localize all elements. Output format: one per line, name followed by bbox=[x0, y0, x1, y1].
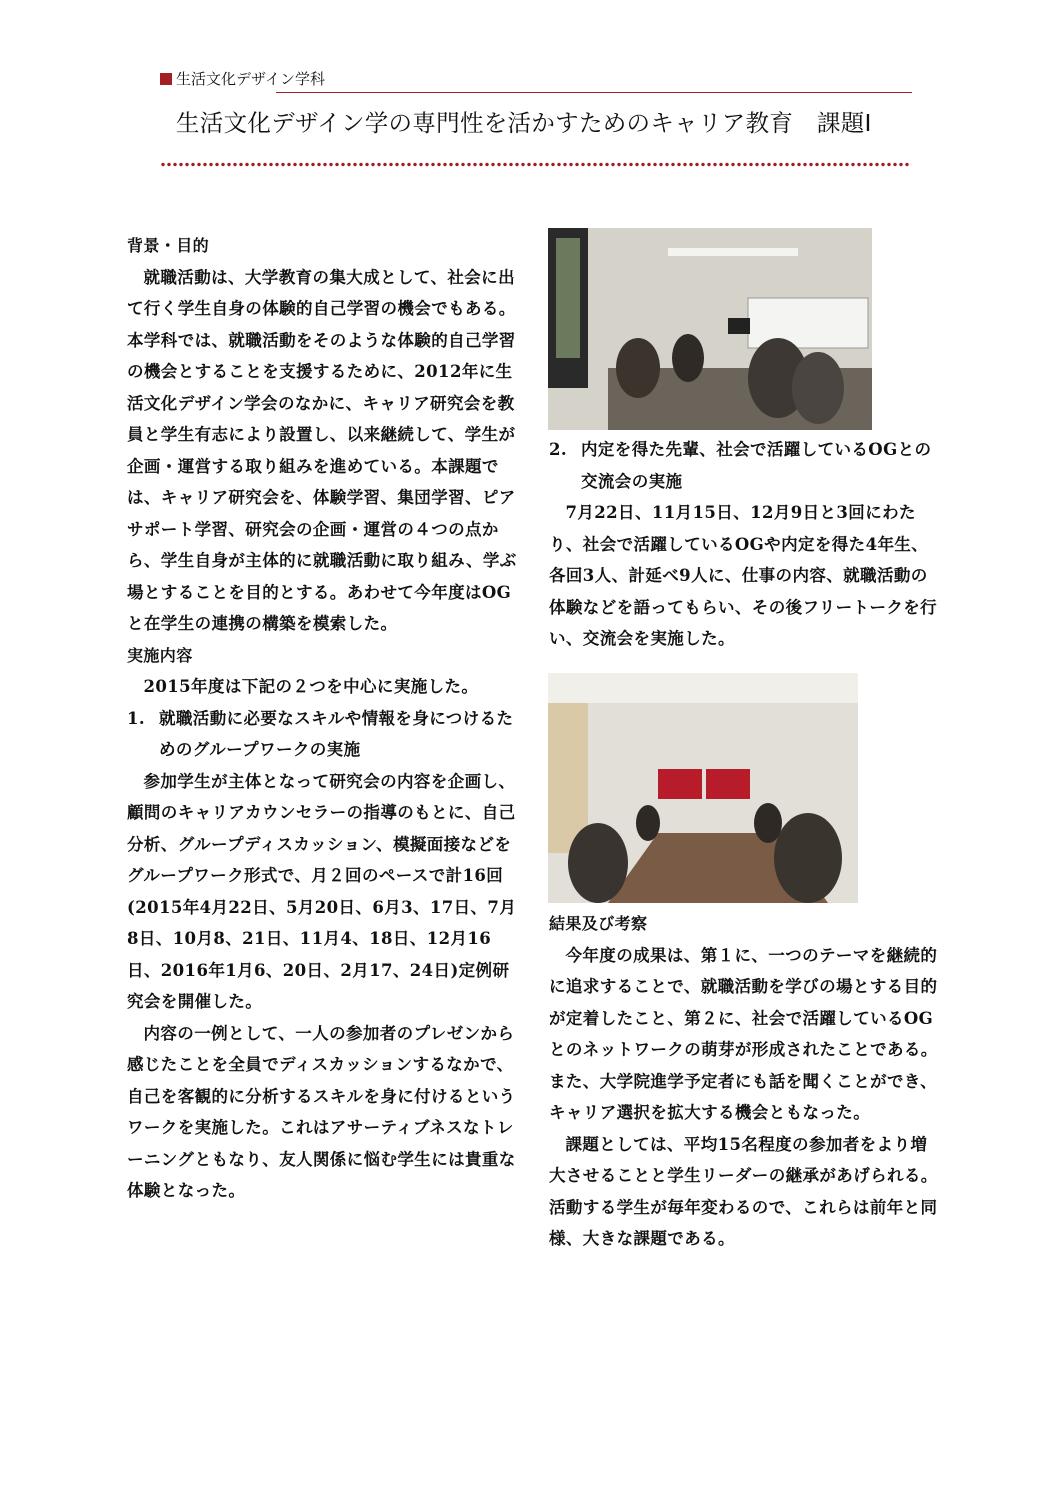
results-paragraph-1: 今年度の成果は、第１に、一つのテーマを継続的に追求することで、就職活動を学びの場とする目的が定着したこと、第２に、社会で活躍しているOGとのネットワークの萌芽が形成されたことである。また、大学院進学予定者にも話を聞くことができ、キャリア選択を拡大する機会ともなった。 bbox=[549, 945, 938, 1122]
heading-content: 実施内容 bbox=[127, 645, 193, 665]
red-square-icon bbox=[160, 73, 172, 85]
item-1-paragraph-2: 内容の一例として、一人の参加者のプレゼンから感じたことを全員でディスカッションするなかで、自己を客観的に分析するスキルを身に付けるというワークを実施した。これはアサーティブネスなトレーニングともなり、友人関係に悩む学生には貴重な体験となった。 bbox=[127, 1023, 516, 1200]
item-1-title: 就職活動に必要なスキルや情報を身につけるためのグループワークの実施 bbox=[159, 708, 514, 759]
item-2-paragraph: 7月22日、11月15日、12月9日と3回にわたり、社会で活躍しているOGや内定を得た4年生、各回3人、計延べ9人に、仕事の内容、就職活動の体験などを語ってもらい、その後フリートークを行い、交流会を実施した。 bbox=[549, 503, 938, 648]
item-2-title: 内定を得た先輩、社会で活躍しているOGとの交流会の実施 bbox=[581, 440, 932, 491]
background-paragraph: 就職活動は、大学教育の集大成として、社会に出て行く学生自身の体験的自己学習の機会でもある。本学科では、就職活動をそのような体験的自己学習の機会とすることを支援するために、2012年に生活文化デザイン学会のなかに、キャリア研究会を教員と学生有志により設置し、以来継続して、学生が企画・運営する取り組みを進めている。本課題では、キャリア研究会を、体験学習、集団学習、ピアサポート学習、研究会の企画・運営の４つの点から、学生自身が主体的に就職活動に取り組み、学ぶ場とすることを目的とする。あわせて今年度はOGと在学生の連携の構築を模索した。 bbox=[127, 267, 517, 633]
item-1-paragraph-1: 参加学生が主体となって研究会の内容を企画し、顧問のキャリアカウンセラーの指導のもとに、自己分析、グループディスカッション、模擬面接などをグループワーク形式で、月２回のペースで計16回(2015年4月22日、5月20日、6月3、17日、7月8日、10月8、21日、11月4、18日、12月16日、2016年1月6、20日、2月17、24日)定例研究会を開催した。 bbox=[127, 771, 517, 1011]
dotted-divider bbox=[160, 162, 910, 167]
content-intro: 2015年度は下記の２つを中心に実施した。 bbox=[143, 677, 479, 696]
item-2-number: 2. bbox=[549, 440, 568, 459]
results-paragraph-2: 課題としては、平均15名程度の参加者をより増大させることと学生リーダーの継承があげられる。活動する学生が毎年変わるので、これらは前年と同様、大きな課題である。 bbox=[549, 1134, 938, 1248]
header-rule bbox=[276, 92, 912, 93]
heading-background: 背景・目的 bbox=[127, 236, 210, 255]
department-label bbox=[160, 68, 325, 89]
item-1-number: 1. bbox=[127, 708, 146, 728]
photo-classroom-meeting bbox=[548, 228, 872, 430]
item-2 bbox=[549, 434, 944, 497]
photo-exchange-meeting bbox=[548, 673, 858, 903]
right-column bbox=[549, 434, 944, 655]
page-title: 生活文化デザイン学の専門性を活かすためのキャリア教育 課題Ⅰ bbox=[176, 109, 872, 137]
results-section bbox=[549, 908, 944, 1255]
left-column bbox=[127, 230, 522, 1207]
department-name: 生活文化デザイン学科 bbox=[176, 70, 325, 88]
item-1 bbox=[127, 703, 522, 766]
heading-results: 結果及び考察 bbox=[549, 914, 648, 933]
